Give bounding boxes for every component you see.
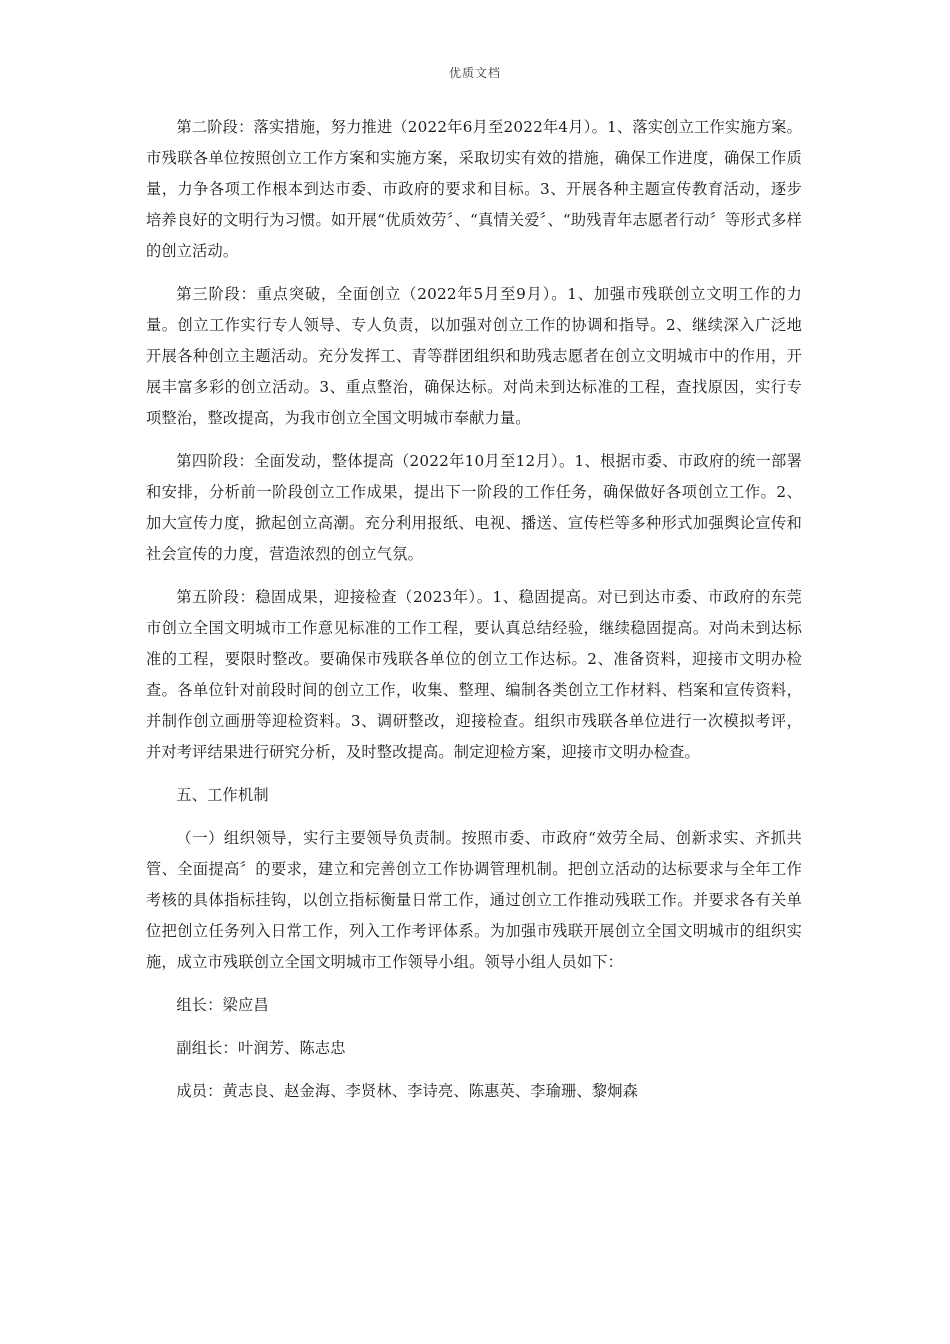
paragraph-stage-two: 第二阶段：落实措施，努力推进（2022年6月至2022年4月）。1、落实创立工作实施方案。市残联各单位按照创立工作方案和实施方案，采取切实有效的措施，确保工作进度，确保工作质量，力争各项工作根本到达市委、市政府的要求和目标。3、开展各种主题宣传教育活动，逐步培养良好的文明行为习惯。如开展“优质效劳〞、“真情关爱〞、“助残青年志愿者行动〞等形式多样的创立活动。	[146, 118, 802, 260]
document-body	[146, 112, 802, 1119]
paragraph-stage-five: 第五阶段：稳固成果，迎接检查（2023年）。1、稳固提高。对已到达市委、市政府的东莞市创立全国文明城市工作意见标准的工作工程，要认真总结经验，继续稳固提高。对尚未到达标准的工程，要限时整改。要确保市残联各单位的创立工作达标。2、准备资料，迎接市文明办检查。各单位针对前段时间的创立工作，收集、整理、编制各类创立工作材料、档案和宣传资料，并制作创立画册等迎检资料。3、调研整改，迎接检查。组织市残联各单位进行一次模拟考评，并对考评结果进行研究分析，及时整改提高。制定迎检方案，迎接市文明办检查。	[146, 588, 802, 761]
team-leader-line: 组长：梁应昌	[176, 996, 269, 1014]
members-line: 成员：黄志良、赵金海、李贤林、李诗亮、陈惠英、李瑜珊、黎炯森	[176, 1082, 639, 1100]
page-header: 优质文档	[448, 66, 501, 80]
deputy-leaders-line: 副组长：叶润芳、陈志忠	[176, 1039, 346, 1057]
paragraph-stage-four: 第四阶段：全面发动，整体提高（2022年10月至12月）。1、根据市委、市政府的统一部署和安排，分析前一阶段创立工作成果，提出下一阶段的工作任务，确保做好各项创立工作。2、加大宣传力度，掀起创立高潮。充分利用报纸、电视、播送、宣传栏等多种形式加强舆论宣传和社会宣传的力度，营造浓烈的创立气氛。	[146, 452, 802, 563]
section-heading-work-mechanism: 五、工作机制	[176, 786, 269, 804]
paragraph-stage-three: 第三阶段：重点突破，全面创立（2022年5月至9月）。1、加强市残联创立文明工作的力量。创立工作实行专人领导、专人负责，以加强对创立工作的协调和指导。2、继续深入广泛地开展各种创立主题活动。充分发挥工、青等群团组织和助残志愿者在创立文明城市中的作用，开展丰富多彩的创立活动。3、重点整治，确保达标。对尚未到达标准的工程，查找原因，实行专项整治，整改提高，为我市创立全国文明城市奉献力量。	[146, 285, 802, 427]
paragraph-organization-leadership: （一）组织领导，实行主要领导负责制。按照市委、市政府“效劳全局、创新求实、齐抓共管、全面提高〞的要求，建立和完善创立工作协调管理机制。把创立活动的达标要求与全年工作考核的具体指标挂钩，以创立指标衡量日常工作，通过创立工作推动残联工作。并要求各有关单位把创立任务列入日常工作，列入工作考评体系。为加强市残联开展创立全国文明城市的组织实施，成立市残联创立全国文明城市工作领导小组。领导小组人员如下：	[146, 829, 802, 971]
